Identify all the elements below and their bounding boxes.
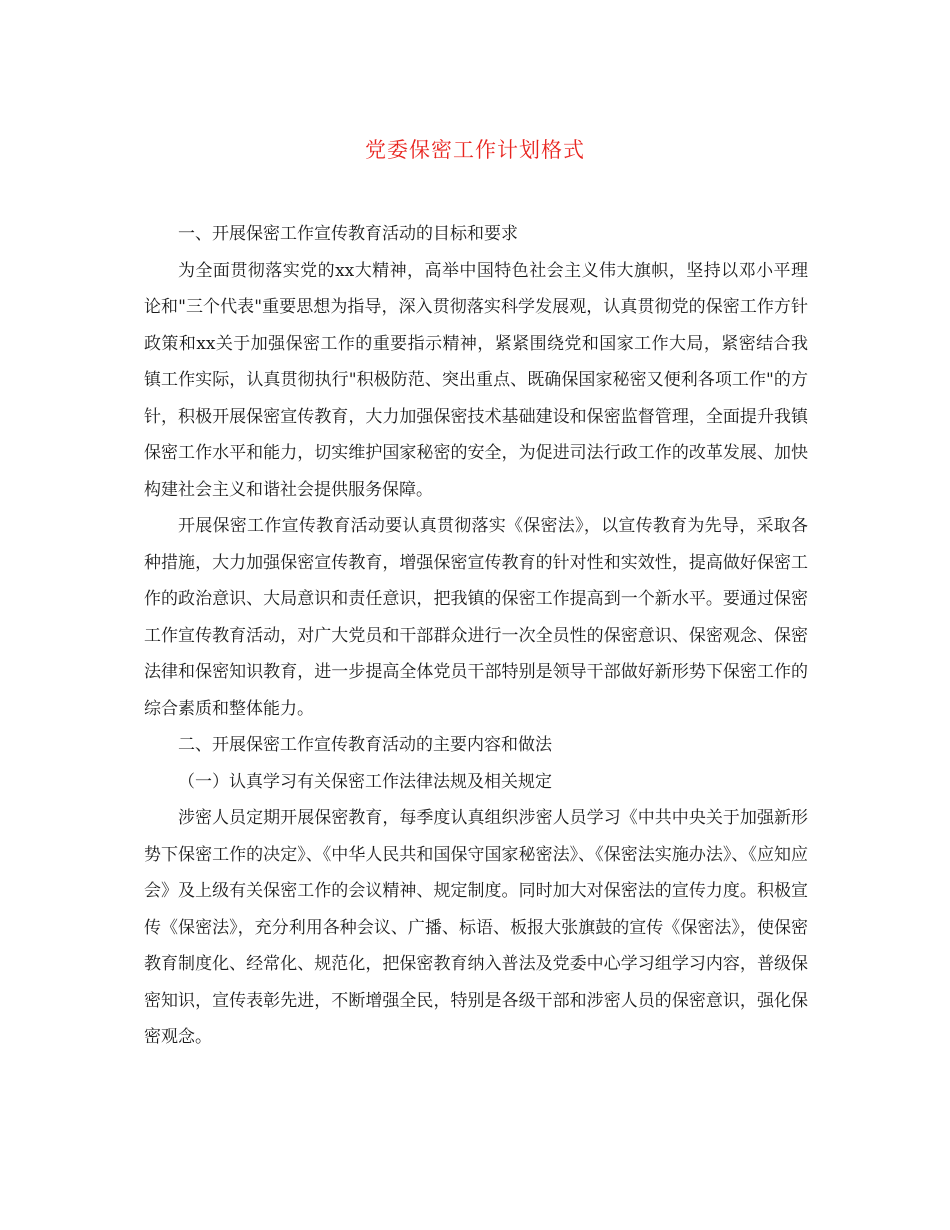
document-title: 党委保密工作计划格式: [365, 138, 585, 162]
paragraph: 涉密人员定期开展保密教育，每季度认真组织涉密人员学习《中共中央关于加强新形势下保密工作的决定》、《中华人民共和国保守国家秘密法》、《保密法实施办法》、《应知应会》及上级有关保密工作的会议精神、规定制度。同时加大对保密法的宣传力度。积极宣传《保密法》，充分利用各种会议、广播、标语、板报大张旗鼓的宣传《保密法》，使保密教育制度化、经常化、规范化，把保密教育纳入普法及党委中心学习组学习内容，普级保密知识，宣传表彰先进，不断增强全民，特别是各级干部和涉密人员的保密意识，强化保密观念。: [144, 808, 808, 1047]
document-body: [144, 216, 808, 1056]
subsection-heading-1: （一）认真学习有关保密工作法律法规及相关规定: [178, 771, 552, 792]
section-heading-1: 一、开展保密工作宣传教育活动的目标和要求: [178, 224, 518, 244]
paragraph: 开展保密工作宣传教育活动要认真贯彻落实《保密法》，以宣传教育为先导，采取各种措施，大力加强保密宣传教育，增强保密宣传教育的针对性和实效性，提高做好保密工作的政治意识、大局意识和责任意识，把我镇的保密工作提高到一个新水平。要通过保密工作宣传教育活动，对广大党员和干部群众进行一次全员性的保密意识、保密观念、保密法律和保密知识教育，进一步提高全体党员干部特别是领导干部做好新形势下保密工作的综合素质和整体能力。: [144, 516, 808, 719]
section-heading-2: 二、开展保密工作宣传教育活动的主要内容和做法: [178, 735, 552, 755]
paragraph: 为全面贯彻落实党的xx大精神，高举中国特色社会主义伟大旗帜，坚持以邓小平理论和"三个代表"重要思想为指导，深入贯彻落实科学发展观，认真贯彻党的保密工作方针政策和xx关于加强保密工作的重要指示精神，紧紧围绕党和国家工作大局，紧密结合我镇工作实际，认真贯彻执行"积极防范、突出重点、既确保国家秘密又便利各项工作"的方针，积极开展保密宣传教育，大力加强保密技术基础建设和保密监督管理，全面提升我镇保密工作水平和能力，切实维护国家秘密的安全，为促进司法行政工作的改革发展、加快构建社会主义和谐社会提供服务保障。: [144, 260, 808, 500]
